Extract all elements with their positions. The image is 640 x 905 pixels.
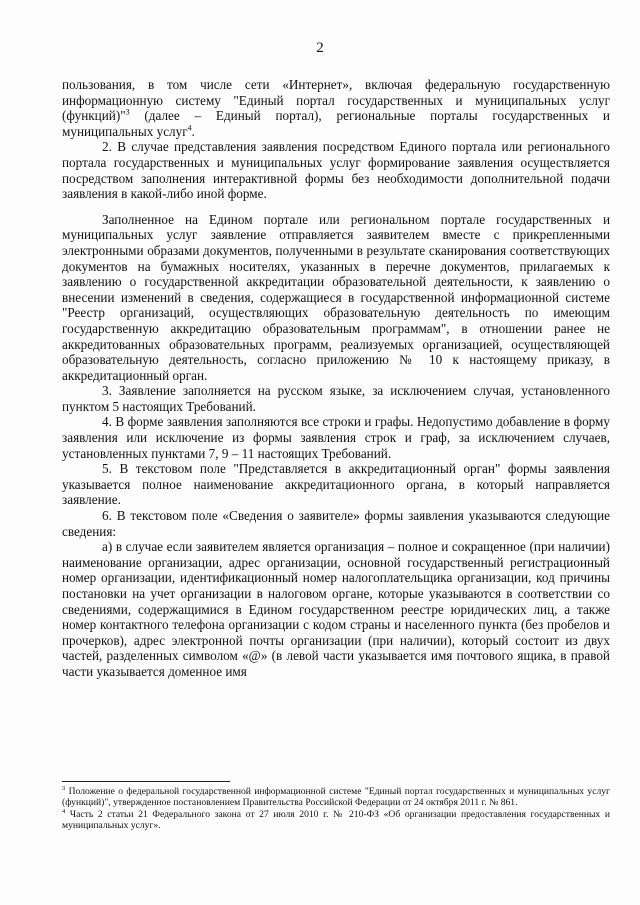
footnote-text: Часть 2 статьи 21 Федерального закона от 27 июля 2010 г. № 210-ФЗ «Об организации предоставления государственных и муниципальных услуг». [62, 808, 610, 832]
footnote [62, 786, 610, 809]
paragraph-continuation [62, 77, 610, 139]
footnote-mark: 4 [62, 807, 66, 815]
paragraph-item-6a: а) в случае если заявителем является организация – полное и сокращенное (при наличии) наименование организации, адрес организации, основной государственный регистрационный номер организации, идентификационный номер налогоплательщика организации, код причины постановки на учет организации в налоговом органе, которые указываются в соответствии со сведениями, содержащимися в Едином государственном реестре юридических лиц, а также номер контактного телефона организации с кодом страны и населенного пункта (без пробелов и прочерков), адрес электронной почты организации (при наличии), который состоит из двух частей, разделенных символом «@» (в левой части указывается имя почтового ящика, в правой части указывается доменное имя [62, 539, 610, 679]
footnote-mark: 3 [62, 784, 66, 792]
footnote-divider [62, 781, 230, 782]
paragraph-item-2: 2. В случае представления заявления посредством Единого портала или регионального портала государственных и муниципальных услуг формирование заявления осуществляется посредством заполнения интерактивной формы без необходимости дополнительной подачи заявления в какой-либо иной форме. [62, 139, 610, 202]
paragraph-submission: Заполненное на Едином портале или региональном портале государственных и муниципальных услуг заявление отправляется заявителем вместе с прикрепленными электронными образами документов, полученными в результате сканирования соответствующих документов на бумажных носителях, указанных в перечне документов, прилагаемых к заявлению о государственной аккредитации образовательной деятельности, к заявлению о внесении изменений в сведения, содержащиеся в государственной информационной системе "Реестр организаций, осуществляющих образовательную деятельность по имеющим государственную аккредитацию образовательным программам", в отношении ранее не аккредитованных образовательных программ, реализуемых организацией, осуществляющей образовательную деятельность, согласно приложению № 10 к настоящему приказу, в аккредитационный орган. [62, 211, 610, 383]
footnote-text: Положение о федеральной государственной информационной системе "Единый портал государственных и муниципальных услуг (функций)", утвержденное постановлением Правительства Российской Федерации от 24 октября 2011 г. № 861. [62, 786, 610, 809]
page-number: 2 [316, 40, 324, 56]
footnote-ref: 4 [187, 123, 192, 133]
paragraph-item-3: 3. Заявление заполняется на русском языке, за исключением случая, установленного пунктом 5 настоящих Требований. [62, 383, 610, 414]
paragraph-item-6: 6. В текстовом поле «Сведения о заявителе» формы заявления указываются следующие сведения: [62, 508, 610, 539]
paragraph-text: пользования, в том числе сети «Интернет», включая федеральную государственную информационную систему "Единый портал государственных и муниципальных услуг (функций)" [62, 77, 610, 124]
footnote-ref: 3 [125, 107, 130, 117]
paragraph-item-5: 5. В текстовом поле "Представляется в аккредитационный орган" формы заявления указывается полное наименование аккредитационного органа, в который направляется заявление. [62, 461, 610, 508]
paragraph-item-4: 4. В форме заявления заполняются все строки и графы. Недопустимо добавление в форму заявления или исключение из формы заявления строк и граф, за исключением случаев, установленных пунктами 7, 9 – 11 настоящих Требований. [62, 414, 610, 461]
footnote [62, 809, 610, 832]
document-body [62, 77, 610, 680]
paragraph-text: . [191, 123, 195, 139]
footnotes [62, 786, 610, 832]
paragraph-text: (далее – Единый портал), региональные порталы государственных и муниципальных услуг [62, 108, 610, 139]
